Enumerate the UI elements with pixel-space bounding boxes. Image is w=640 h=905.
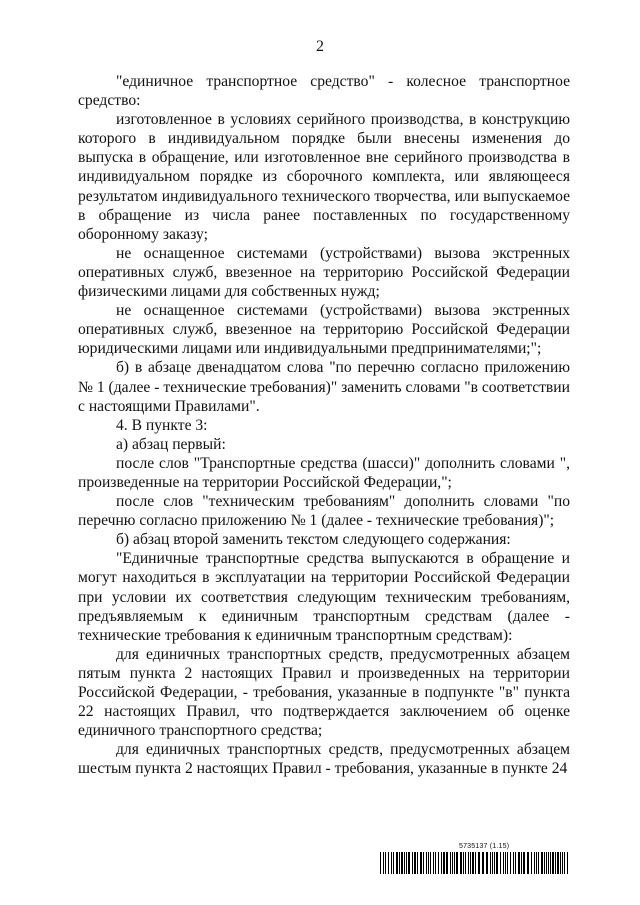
document-code: 5735137 (1.15) [459,843,510,850]
paragraph: "единичное транспортное средство" - колесное транспортное средство: [78,73,570,110]
paragraph: после слов "Транспортные средства (шасси)" дополнить словами ", произведенные на территории Российской Федерации,"; [78,454,570,491]
document-body [78,72,570,778]
page-number: 2 [316,38,324,55]
paragraph: после слов "техническим требованиям" дополнить словами "по перечню согласно приложению № 1 (далее - технические требования)"; [78,493,570,530]
paragraph: б) в абзаце двенадцатом слова "по перечню согласно приложению № 1 (далее - технические требования)" заменить словами "в соответствии с настоящими Правилами". [78,359,570,415]
paragraph: изготовленное в условиях серийного производства, в конструкцию которого в индивидуальном порядке были внесены изменения до выпуска в обращение, или изготовленное вне серийного производства в индивидуальном порядке из сборочного комплекта, или являющееся результатом индивидуального технического творчества, или выпускаемое в обращение из числа ранее поставленных по государственному оборонному заказу; [78,111,570,243]
barcode-icon [380,852,568,874]
paragraph: б) абзац второй заменить текстом следующего содержания: [116,531,511,549]
paragraph: не оснащенное системами (устройствами) вызова экстренных оперативных служб, ввезенное на территорию Российской Федерации юридическими лицами или индивидуальными предпринимателями;"; [78,302,570,358]
paragraph: "Единичные транспортные средства выпускаются в обращение и могут находиться в эксплуатации на территории Российской Федерации при условии их соответствия следующим техническим требованиям, предъявляемым к единичным транспортным средствам (далее - технические требования к единичным транспортным средствам): [78,550,570,644]
paragraph: а) абзац первый: [116,435,226,453]
paragraph: 4. В пункте 3: [116,416,208,434]
paragraph: для единичных транспортных средств, предусмотренных абзацем шестым пункта 2 настоящих Правил - требования, указанные в пункте 24 [78,741,570,778]
paragraph: для единичных транспортных средств, предусмотренных абзацем пятым пункта 2 настоящих Правил и произведенных на территории Российской Федерации, - требования, указанные в подпункте "в" пункта 22 настоящих Правил, что подтверждается заключением об оценке единичного транспортного средства; [78,645,570,740]
paragraph: не оснащенное системами (устройствами) вызова экстренных оперативных служб, ввезенное на территорию Российской Федерации физическими лицами для собственных нужд; [78,244,570,301]
